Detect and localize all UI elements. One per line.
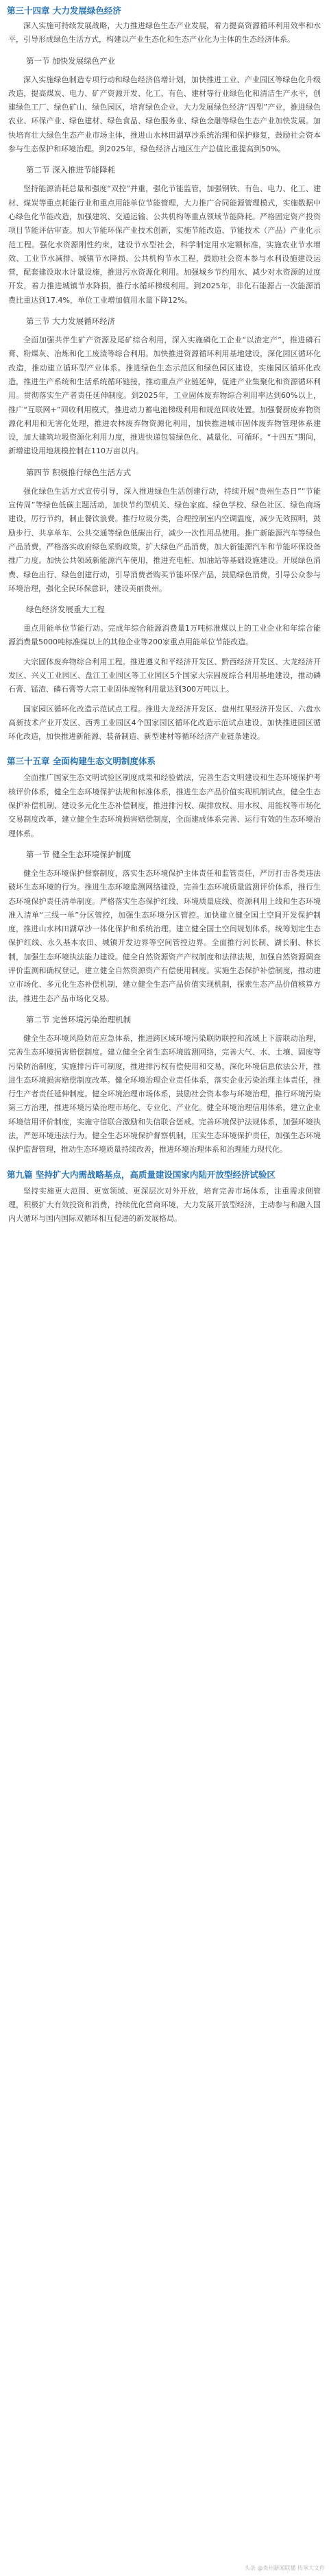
section-title: 第二节 完善环境污染治理机制 (26, 1014, 132, 1024)
paragraph: 健全生态环境风险防范应急体系，推进跨区域环境污染联防联控和流域上下游联动治理，完善生态环境损害赔偿制度。建立健全全省生态环境监测网络，完善大气、水、土壤、固废等污染防治制度，实施排污许可制度，推进排污权有偿使用和交易，深化环境信息依法公开，推进生态环境损害赔偿制度改革。健全环境治理企业责任体系，落实企业污染治理主体责任，推行生产者责任延伸制度。健全环境治理市场体系，鼓励社会资本参与环境治理，推行环境污染第三方治理，推进环境污染治理市场化、专业化、产业化。健全环境治理信用体系，建立企业环境信用评价制度，实施守信联合激励和失信联合惩戒。完善环境保护法规体系，加强环境执法，严惩环境违法行为。健全生态环境保护督察机制，压实生态环境保护责任，加强生态环境保护监督管理，推动生态环境质量持续改善，推进环境治理体系和治理能力现代化。 (8, 1033, 321, 1154)
chapter-34-intro: 深入实施可持续发展战略，大力推进绿色生态产业发展，着力提高资源循环利用效率和水平，引导形成绿色生活方式，构建以产业生态化和生态产业化为主体的生态经济体系。 (8, 21, 321, 45)
chapter-35-title: 第三十五章 全面构建生态文明制度体系 (7, 756, 156, 767)
paragraph: 坚持能源消耗总量和强度“双控”并重，强化节能监管，加强钢铁、有色、电力、化工、建材、煤炭等重点耗能行业和重点用能单位节能管理，大力推广合同能源管理模式，实施数据中心绿色化节能改造，加强建筑、交通运输、公共机构等重点领域节能降耗。严格固定资产投资项目节能评估审查。加大节能环保产业技术创新，实施节能改造、节能技术（产品）产业化示范工程。强化水资源刚性约束，建设节水型社会，科学制定用水定额标准，实施农业节水增效、工业节水减排、城镇节水降损、公共机构节水工程，鼓励社会资本参与水利设施建设运营，配套建设取水计量设施，推进污水资源化利用。加强城乡节约用水、减少对水资源的过度开发，着力推进城镇节水降损，推行水循环梯级利用。到2025年，非化石能源占一次能源消费比重达到17.4%，单位工业增加值用水量下降12%。 (8, 184, 321, 305)
section-title: 第三节 大力发展循环经济 (26, 316, 116, 327)
chapter-35-intro: 全面推广国家生态文明试验区制度成果和经验做法，完善生态文明建设和生态环境保护考核评价体系，健全生态环境保护法规和标准体系，推进生态产品价值实现机制试点，健全生态保护补偿机制、建设多元化生态补偿制度，推进排污权、碳排放权、用水权、用能权等市场化交易制度改革，建立健全生态环境损害赔偿制度，全面建成体系完善、运行有效的生态环境治理体系。 (8, 773, 321, 838)
watermark: 头条 @贵州新闻联播 传承大文件 (244, 2565, 325, 2571)
section-title: 第二节 深入推进节能降耗 (26, 165, 116, 175)
part-9-title: 第九篇 坚持扩大内需战略基点，高质量建设国家内陆开放型经济试验区 (7, 1169, 276, 1180)
section-title: 第一节 健全生态环境保护制度 (26, 849, 132, 859)
section-title: 第一节 加快发展绿色产业 (26, 55, 116, 66)
paragraph: 深入实施绿色制造专项行动和绿色经济倍增计划，加快推进工业、产业园区等绿色化升级改造，提高煤炭、电力、矿产资源开发、化工、有色、建材等行业绿色化和清洁生产水平，创建绿色工厂、绿色矿山、绿色园区，培育绿色企业。大力发展绿色经济“四型”产业，推进绿色农业、环保产业、绿色建材、绿色食品、绿色服务业、绿色金融等绿色生态产业加快发展。加快培育壮大绿色生态产业市场主体，推进山水林田湖草沙系统治理和保护修复，鼓励社会资本参与生态保护和环境治理。到2025年，绿色经济占地区生产总值比重提高到50%。 (8, 75, 321, 154)
part-9-intro: 坚持实施更大范围、更宽领域、更深层次对外开放，培育完善市场体系，注重需求侧管理，积极扩大有效投资和消费，持续优化营商环境，大力发展开放型经济，主动参与和融入国内大循环与国内国际双循环相互促进的新发展格局。 (8, 1186, 321, 1224)
project-box-title: 绿色经济发展重大工程 (26, 605, 105, 615)
paragraph: 健全生态环境保护督察制度，落实生态环境保护主体责任和监管责任，严厉打击各类违法破坏生态环境的行为。推进生态环境监测网络建设，完善生态环境质量监测评价体系，推行生态环境保护责任清单制度。严格落实生态保护红线、环境质量底线、资源利用上线和生态环境准入清单“三线一单”分区管控，加强生态环境分区管控。加快建立健全国土空间开发保护制度，推进山水林田湖草沙一体化保护和系统治理。建立健全国土空间规划体系，统筹划定生态保护红线、永久基本农田、城镇开发边界等空间管控边界。全面推行河长制、湖长制、林长制，加强生态环境执法能力建设。健全自然资源资产产权制度和法律法规，加强自然资源调查评价监测和确权登记，建立健全自然资源资产有偿使用制度。实施生态保护补偿制度，推动建立市场化、多元化生态补偿机制，建立健全生态产品价值实现机制，探索生态产品价值核算方法，推进生态产品市场化交易。 (8, 868, 321, 1003)
paragraph: 全面加强共伴生矿产资源及尾矿综合利用，深入实施磷化工企业“以渣定产”，推进磷石膏、粉煤灰、冶炼和化工废渣等综合利用。加快推进资源循环利用基地建设，深化园区循环化改造，推动建立循环型产业体系。推进绿色生态示范区和绿色园区建设，实施园区循环化改造，推进生产系统和生活系统循环链接，推动重点产业链延伸，促进产业集聚化和资源循环利用。贯彻落实生产者责任延伸制度。到2025年，工业固体废弃物综合利用率达到60%以上，推广“互联网+”回收利用模式，推进动力蓄电池梯级利用和规范回收处置。加强餐厨废弃物资源化利用和无害化处理，推进农林废弃物资源化利用，加快推进城市固体废弃物管理体系建设，加大建筑垃圾资源化利用力度，推进快递包装绿色化、减量化、可循环。“十四五”期间，新增建设用地规模控制在110万亩以内。 (8, 336, 321, 456)
paragraph: 国家园区循环化改造示范试点工程。推进大龙经济开发区、盘州红果经济开发区、六盘水高新技术产业开发区、西秀工业园区4个国家园区循环化改造示范试点建设。加快推进园区循环化改造，加快推进新能源、装备制造、新型建材等循环经济产业链条建设。 (8, 704, 321, 742)
paragraph: 大宗固体废弃物综合利用工程。推进遵义和平经济开发区、黔西经济开发区、大龙经济开发区、兴义工业园区、盘江工业园区等工业园区5个国家大宗固废综合利用基地建设，推动磷石膏、锰渣、磷石膏等大宗工业固体废物利用量达到300万吨以上。 (8, 657, 321, 694)
chapter-34-title: 第三十四章 大力发展绿色经济 (7, 5, 121, 16)
paragraph: 重点用能单位节能行动。完成年综合能源消费量1万吨标准煤以上的工业企业和年综合能源消费量5000吨标准煤以上的其他企业等200家重点用能单位节能改造。 (8, 624, 321, 647)
section-title: 第四节 积极推行绿色生活方式 (26, 467, 132, 477)
paragraph: 强化绿色生活方式宣传引导，深入推进绿色生活创建行动，持续开展“贵州生态日”“节能宣传周”等绿色低碳主题活动，加快节约型机关、绿色家庭、绿色学校、绿色社区、绿色商场建设，厉行节约，制止餐饮浪费。推行垃圾分类，合理控制室内空调温度，减少无效照明，鼓励步行、共享单车、公共交通等绿色低碳出行，减少一次性用品使用。推广新能源汽车等绿色产品消费，严格落实政府绿色采购政策，扩大绿色产品消费，加大新能源汽车和节能环保设备推广力度。加快公共领域新能源汽车使用，推进充电桩、加油站等基础设施建设。开展绿色消费、绿色出行、绿色创建行动，引导消费者购买节能环保产品，鼓励绿色消费，引导公众参与环境治理，强化全民环保意识，建设美丽贵州。 (8, 486, 321, 593)
